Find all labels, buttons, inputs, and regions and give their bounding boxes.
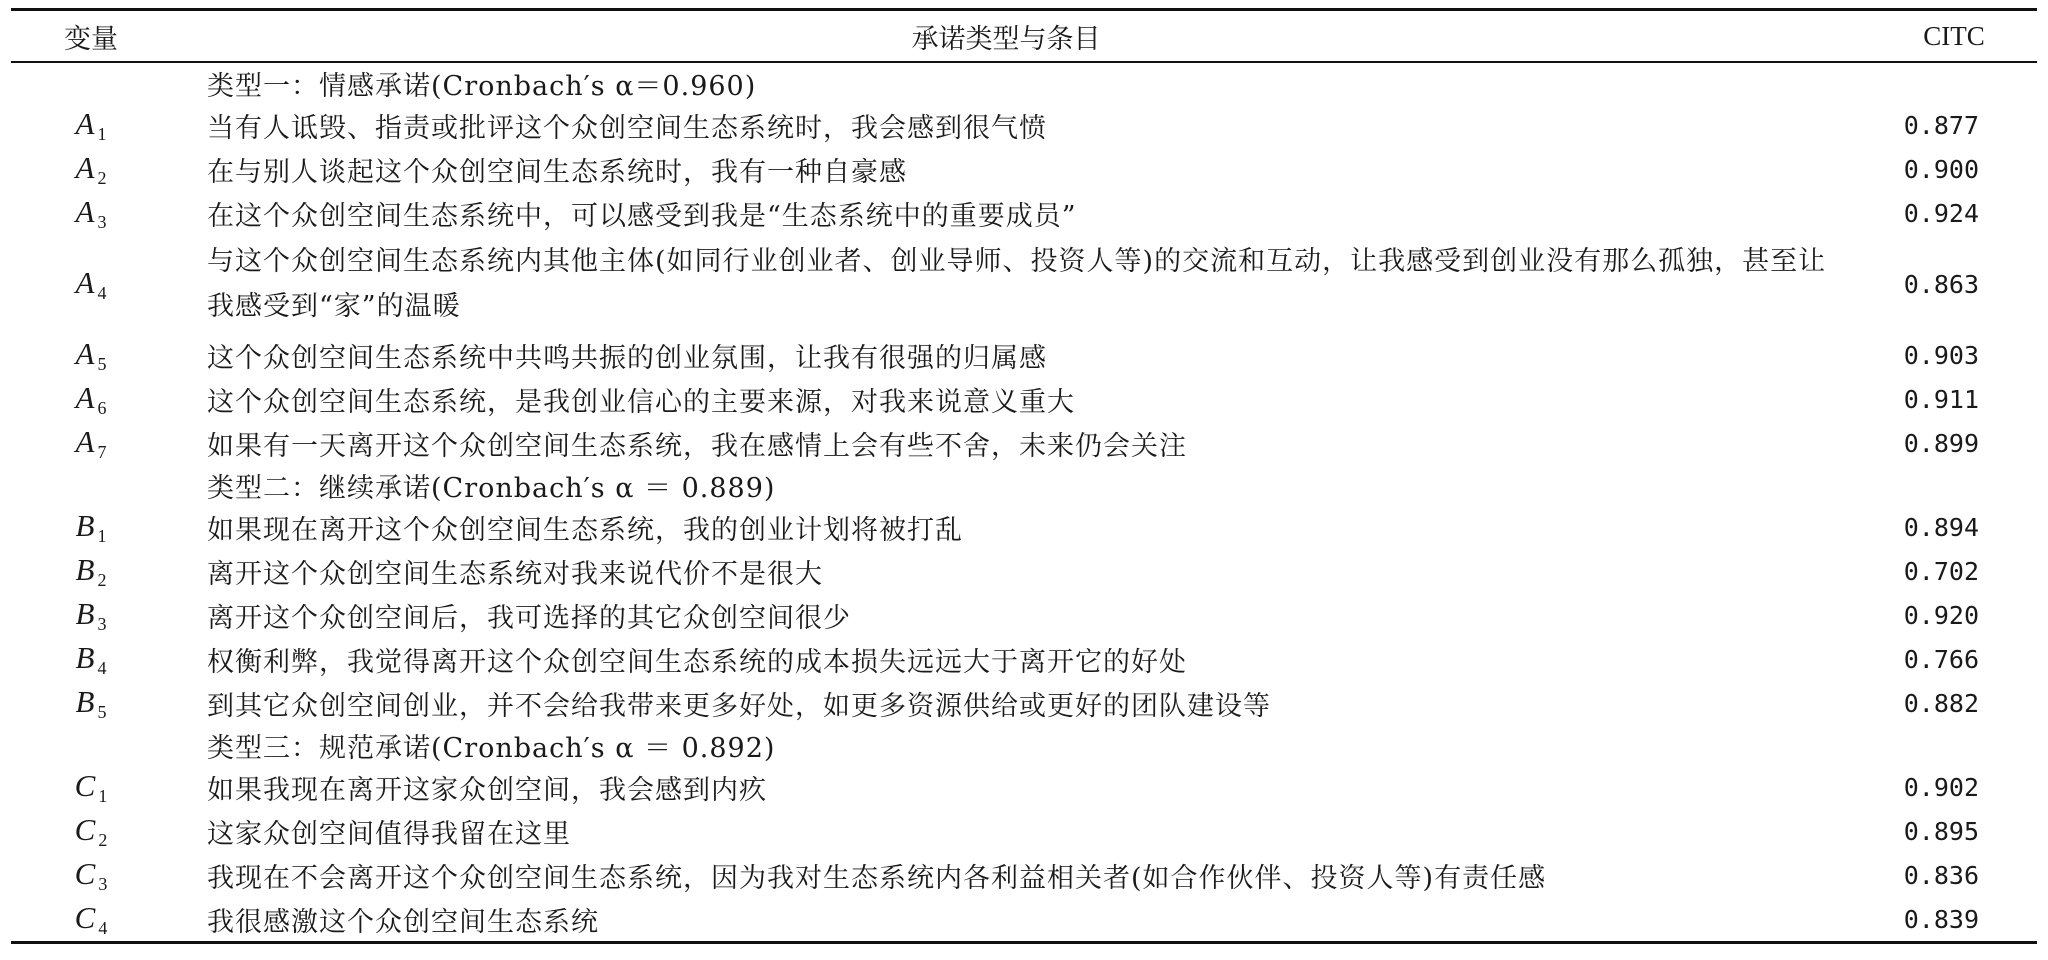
item-text-cell: 我现在不会离开这个众创空间生态系统，因为我对生态系统内各利益相关者(如合作伙伴、投资人等)有责任感 — [207, 862, 1547, 894]
variable-subscript: 2 — [97, 569, 107, 590]
group-title-spacer — [1841, 465, 2037, 505]
group-title-spacer — [11, 725, 171, 765]
citc-value-cell: 0.877 — [1903, 110, 1979, 140]
header-variable: 变量 — [64, 23, 118, 55]
variable-subscript: 2 — [98, 829, 108, 850]
variable-cell — [11, 593, 171, 637]
table-row — [11, 853, 2037, 897]
variable-subscript: 3 — [97, 613, 107, 634]
group-title: 类型一：情感承诺(Cronbach′s α＝0.960) — [207, 70, 757, 102]
table-row — [11, 549, 2037, 593]
variable-letter: A — [75, 105, 95, 141]
table-row — [11, 897, 2037, 943]
variable-cell — [11, 897, 171, 943]
variable-letter: A — [75, 264, 95, 300]
variable-letter: A — [75, 335, 95, 371]
table-row — [11, 765, 2037, 809]
header-citc: CITC — [1923, 20, 1985, 51]
citc-value-cell: 0.903 — [1903, 340, 1979, 370]
group-title-row — [11, 465, 2037, 505]
variable-subscript: 6 — [97, 397, 107, 418]
commitment-items-table — [11, 8, 2037, 944]
variable-subscript: 5 — [97, 353, 107, 374]
item-text-cell: 与这个众创空间生态系统内其他主体(如同行业创业者、创业导师、投资人等)的交流和互动，让我感受到创业没有那么孤独，甚至让我感受到“家”的温暖 — [207, 246, 1827, 322]
variable-subscript: 1 — [98, 785, 108, 806]
item-text-cell: 如果现在离开这个众创空间生态系统，我的创业计划将被打乱 — [207, 514, 963, 546]
citc-value-cell: 0.863 — [1903, 269, 1979, 299]
citc-value-cell: 0.894 — [1903, 512, 1979, 542]
citc-value-cell: 0.899 — [1903, 428, 1979, 458]
variable-letter: A — [75, 193, 95, 229]
citc-value-cell: 0.839 — [1903, 904, 1979, 934]
variable-cell — [11, 637, 171, 681]
table-body — [11, 62, 2037, 943]
item-text-cell: 在这个众创空间生态系统中，可以感受到我是“生态系统中的重要成员” — [207, 200, 1077, 232]
variable-letter: C — [74, 899, 96, 935]
citc-value-cell: 0.882 — [1903, 688, 1979, 718]
item-text-cell: 我很感激这个众创空间生态系统 — [207, 906, 599, 938]
table-row — [11, 637, 2037, 681]
citc-value-cell: 0.766 — [1903, 644, 1979, 674]
variable-subscript: 4 — [98, 917, 108, 938]
table-row — [11, 333, 2037, 377]
citc-value-cell: 0.836 — [1903, 860, 1979, 890]
variable-letter: B — [75, 551, 95, 587]
item-text-cell: 离开这个众创空间后，我可选择的其它众创空间很少 — [207, 602, 851, 634]
table-header — [11, 10, 2037, 63]
variable-cell — [11, 549, 171, 593]
variable-subscript: 1 — [97, 525, 107, 546]
item-text-cell: 这个众创空间生态系统，是我创业信心的主要来源，对我来说意义重大 — [207, 386, 1075, 418]
variable-subscript: 2 — [97, 167, 107, 188]
table-row — [11, 235, 2037, 333]
variable-subscript: 4 — [97, 657, 107, 678]
variable-cell — [11, 333, 171, 377]
commitment-table-container — [11, 8, 2037, 944]
citc-value-cell: 0.920 — [1903, 600, 1979, 630]
variable-cell — [11, 765, 171, 809]
citc-value-cell: 0.895 — [1903, 816, 1979, 846]
citc-value-cell: 0.924 — [1903, 198, 1979, 228]
item-text-cell: 如果我现在离开这家众创空间，我会感到内疚 — [207, 774, 767, 806]
table-row — [11, 103, 2037, 147]
header-row — [11, 10, 2037, 63]
variable-cell — [11, 421, 171, 465]
variable-cell — [11, 681, 171, 725]
table-row — [11, 147, 2037, 191]
group-title-spacer — [11, 465, 171, 505]
variable-cell — [11, 235, 171, 333]
variable-cell — [11, 809, 171, 853]
item-text-cell: 权衡利弊，我觉得离开这个众创空间生态系统的成本损失远远大于离开它的好处 — [207, 646, 1187, 678]
variable-letter: C — [74, 855, 96, 891]
table-row — [11, 421, 2037, 465]
item-text-cell: 这个众创空间生态系统中共鸣共振的创业氛围，让我有很强的归属感 — [207, 342, 1047, 374]
variable-letter: A — [75, 423, 95, 459]
variable-cell — [11, 147, 171, 191]
variable-letter: C — [74, 767, 96, 803]
group-title: 类型三：规范承诺(Cronbach′s α ＝ 0.892) — [207, 732, 776, 764]
group-title-spacer — [1841, 62, 2037, 103]
variable-cell — [11, 853, 171, 897]
citc-value-cell: 0.702 — [1903, 556, 1979, 586]
variable-cell — [11, 103, 171, 147]
variable-letter: B — [75, 507, 95, 543]
citc-value-cell: 0.900 — [1903, 154, 1979, 184]
variable-subscript: 5 — [97, 701, 107, 722]
variable-letter: A — [75, 149, 95, 185]
variable-subscript: 4 — [97, 282, 107, 303]
table-row — [11, 191, 2037, 235]
table-row — [11, 681, 2037, 725]
group-title: 类型二：继续承诺(Cronbach′s α ＝ 0.889) — [207, 472, 776, 504]
variable-subscript: 7 — [97, 441, 107, 462]
item-text-cell: 当有人诋毁、指责或批评这个众创空间生态系统时，我会感到很气愤 — [207, 112, 1047, 144]
variable-cell — [11, 191, 171, 235]
citc-value-cell: 0.902 — [1903, 772, 1979, 802]
table-row — [11, 505, 2037, 549]
item-text-cell: 离开这个众创空间生态系统对我来说代价不是很大 — [207, 558, 823, 590]
group-title-row — [11, 62, 2037, 103]
variable-letter: B — [75, 595, 95, 631]
citc-value-cell: 0.911 — [1903, 384, 1979, 414]
variable-subscript: 3 — [98, 873, 108, 894]
group-title-spacer — [1841, 725, 2037, 765]
table-row — [11, 809, 2037, 853]
header-commitment-item: 承诺类型与条目 — [911, 23, 1101, 55]
variable-letter: B — [75, 639, 95, 675]
variable-letter: B — [75, 683, 95, 719]
variable-letter: A — [75, 379, 95, 415]
item-text-cell: 如果有一天离开这个众创空间生态系统，我在感情上会有些不舍，未来仍会关注 — [207, 430, 1187, 462]
item-text-cell: 到其它众创空间创业，并不会给我带来更多好处，如更多资源供给或更好的团队建设等 — [207, 690, 1271, 722]
variable-subscript: 3 — [97, 211, 107, 232]
variable-cell — [11, 505, 171, 549]
variable-cell — [11, 377, 171, 421]
table-row — [11, 377, 2037, 421]
table-row — [11, 593, 2037, 637]
group-title-spacer — [11, 62, 171, 103]
item-text-cell: 在与别人谈起这个众创空间生态系统时，我有一种自豪感 — [207, 156, 907, 188]
group-title-row — [11, 725, 2037, 765]
item-text-cell: 这家众创空间值得我留在这里 — [207, 818, 571, 850]
variable-subscript: 1 — [97, 123, 107, 144]
variable-letter: C — [74, 811, 96, 847]
